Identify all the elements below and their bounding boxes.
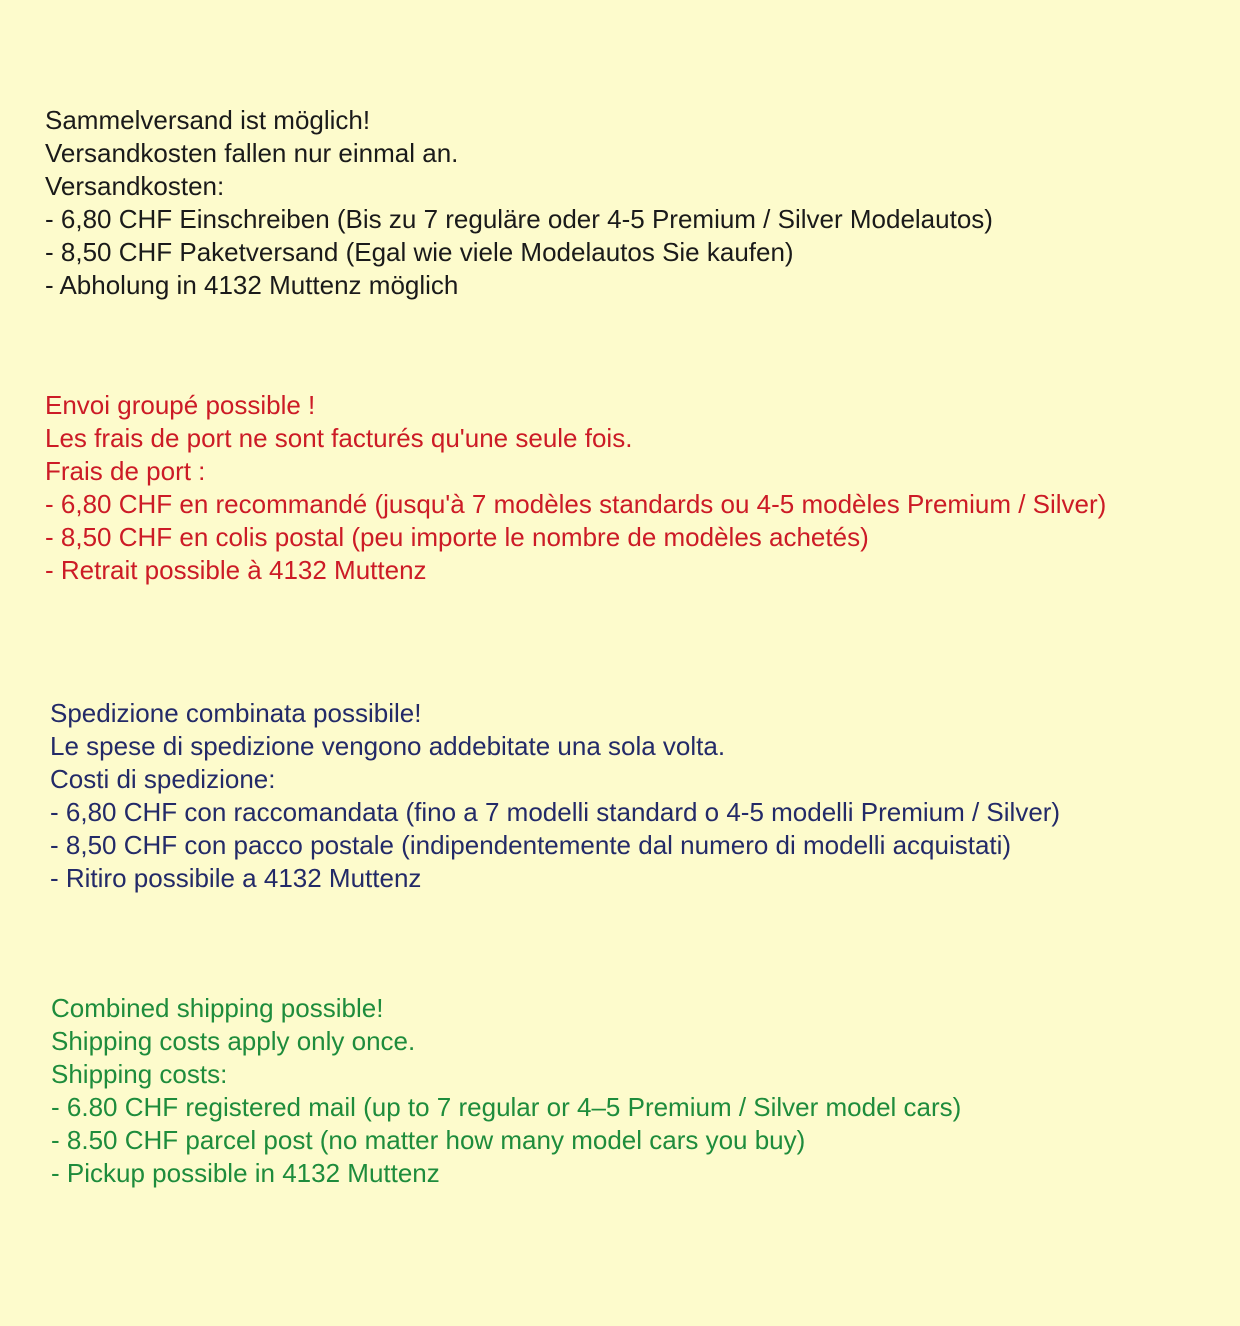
text-line: Envoi groupé possible ! bbox=[45, 390, 316, 420]
text-line: Sammelversand ist möglich! bbox=[45, 105, 371, 135]
text-line: - Abholung in 4132 Muttenz möglich bbox=[45, 270, 459, 300]
text-line: Versandkosten: bbox=[45, 171, 225, 201]
text-line: - 6.80 CHF registered mail (up to 7 regular or 4–5 Premium / Silver model cars) bbox=[51, 1092, 962, 1122]
text-line: Les frais de port ne sont facturés qu'une seule fois. bbox=[45, 423, 633, 453]
text-line: Frais de port : bbox=[45, 456, 206, 486]
text-line: Spedizione combinata possibile! bbox=[50, 698, 422, 728]
shipping-info-section-italian bbox=[45, 697, 1220, 895]
text-line: - 8,50 CHF con pacco postale (indipendentemente dal numero di modelli acquistati) bbox=[50, 830, 1012, 860]
shipping-info-section-german bbox=[45, 104, 1220, 302]
shipping-info-section-english bbox=[45, 992, 1220, 1190]
text-line: Combined shipping possible! bbox=[51, 993, 384, 1023]
shipping-info-section-french bbox=[45, 389, 1220, 587]
text-line: Shipping costs apply only once. bbox=[51, 1026, 416, 1056]
text-line: - 6,80 CHF Einschreiben (Bis zu 7 reguläre oder 4-5 Premium / Silver Modelautos) bbox=[45, 204, 993, 234]
text-line: - Retrait possible à 4132 Muttenz bbox=[45, 555, 427, 585]
text-line: Shipping costs: bbox=[51, 1059, 228, 1089]
text-line: - 6,80 CHF con raccomandata (fino a 7 modelli standard o 4-5 modelli Premium / Silver) bbox=[50, 797, 1061, 827]
text-line: - 8,50 CHF en colis postal (peu importe le nombre de modèles achetés) bbox=[45, 522, 869, 552]
text-line: - 6,80 CHF en recommandé (jusqu'à 7 modèles standards ou 4-5 modèles Premium / Silver) bbox=[45, 489, 1107, 519]
text-line: - Ritiro possibile a 4132 Muttenz bbox=[50, 863, 422, 893]
text-line: Costi di spedizione: bbox=[50, 764, 276, 794]
text-line: - 8,50 CHF Paketversand (Egal wie viele Modelautos Sie kaufen) bbox=[45, 237, 794, 267]
text-line: Le spese di spedizione vengono addebitate una sola volta. bbox=[50, 731, 726, 761]
text-line: - 8.50 CHF parcel post (no matter how many model cars you buy) bbox=[51, 1125, 806, 1155]
text-line: Versandkosten fallen nur einmal an. bbox=[45, 138, 459, 168]
text-line: - Pickup possible in 4132 Muttenz bbox=[51, 1158, 440, 1188]
